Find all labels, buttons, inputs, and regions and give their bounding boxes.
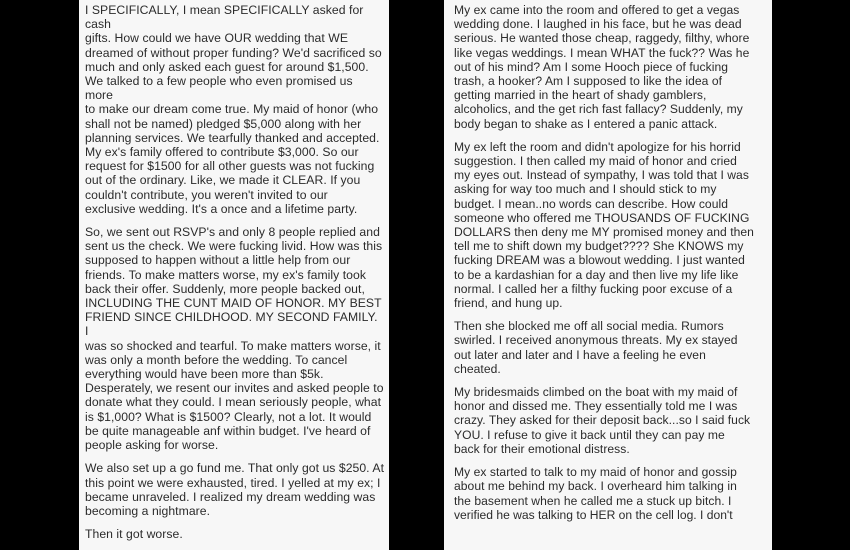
left-paragraph-4: Then it got worse. <box>85 527 183 542</box>
right-post-panel <box>444 0 772 550</box>
left-post-panel <box>79 0 389 550</box>
right-paragraph-5: My ex started to talk to my maid of honor and gossip about me behind my back. I overheard him talking in the basement when he called me a stuck up bitch. I <box>454 465 737 508</box>
left-paragraph-2: So, we sent out RSVP's and only 8 people replied and sent us the check. We were fucking livid. How was this supposed to happen without a little help from our friends. To make matters worse, my ex's family took back their offer. Suddenly, more people backed out, INCLUDING THE CUNT MAID OF HONOR. MY BEST FRIEND SINCE CHILDHOOD. MY SECOND FAMILY. I was so shocked and tearful. To make matters worse, it was only a month before the wedding. To cancel everything would have been more than $5k. Desperately, we resent our invites and asked people to donate what they could. I mean seriously people, what is $1,000? What is $1500? Clearly, not a lot. It would be quite manageable anf within budget. I've heard of people asking for worse. <box>85 225 384 453</box>
right-paragraph-1: My ex came into the room and offered to get a vegas wedding done. I laughed in his face, but he was dead serious. He wanted those cheap, raggedy, filthy, whore like vegas weddings. I mean WHAT the fuck?? Was he out of his mind? Am I some Hooch piece of fucking trash, a hooker? Am I supposed to like the idea of getting married in the heart of shady gamblers, alcoholics, and the get rich fast fallacy? Suddenly, my body began to shake as I entered a panic attack. <box>454 3 750 131</box>
right-paragraph-2: My ex left the room and didn't apologize for his horrid suggestion. I then called my maid of honor and cried my eyes out. Instead of sympathy, I was told that I was asking for way too much and I should stick to my budget. I mean..no words can describe. How could someone who offered me THOUSANDS OF FUCKING DOLLARS then deny me MY promised money and then tell me to shift down my budget???? She KNOWS my fucking DREAM was a blowout wedding. I just wanted to be a kardashian for a day and then live my life like normal. I called her a filthy fucking poor excuse of a friend, and hung up. <box>454 139 754 311</box>
right-paragraph-4: My bridesmaids climbed on the boat with my maid of honor and dissed me. They essentially told me I was crazy. They asked for their deposit back...so I said fuck YOU. I refuse to give it back until they can pay me back for their emotional distress. <box>454 385 751 456</box>
left-paragraph-3: We also set up a go fund me. That only got us $250. At this point we were exhausted, tired. I yelled at my ex; I became unraveled. I realized my dream wedding was becoming a nightmare. <box>85 461 385 518</box>
right-cut-off-line: verified he was talking to HER on the cell log. I don't <box>454 507 733 522</box>
left-paragraph-1: I SPECIFICALLY, I mean SPECIFICALLY asked for cash gifts. How could we have OUR wedding that WE dreamed of without proper funding? We'd sacrificed so much and only asked each guest for around $1,500. We talked to a few people who even promised us more to make our dream come true. My maid of honor (who shall not be named) pledged $5,000 along with her planning services. We tearfully thanked and accepted. My ex's family offered to contribute $3,000. So our request for $1500 for all other guests was not fucking out of the ordinary. Like, we made it CLEAR. If you couldn't contribute, you weren't invited to our exclusive wedding. It's a once and a lifetime party. <box>85 3 382 216</box>
right-paragraph-3: Then she blocked me off all social media. Rumors swirled. I received anonymous threats. My ex stayed out later and later and I have a feeling he even cheated. <box>454 319 738 376</box>
